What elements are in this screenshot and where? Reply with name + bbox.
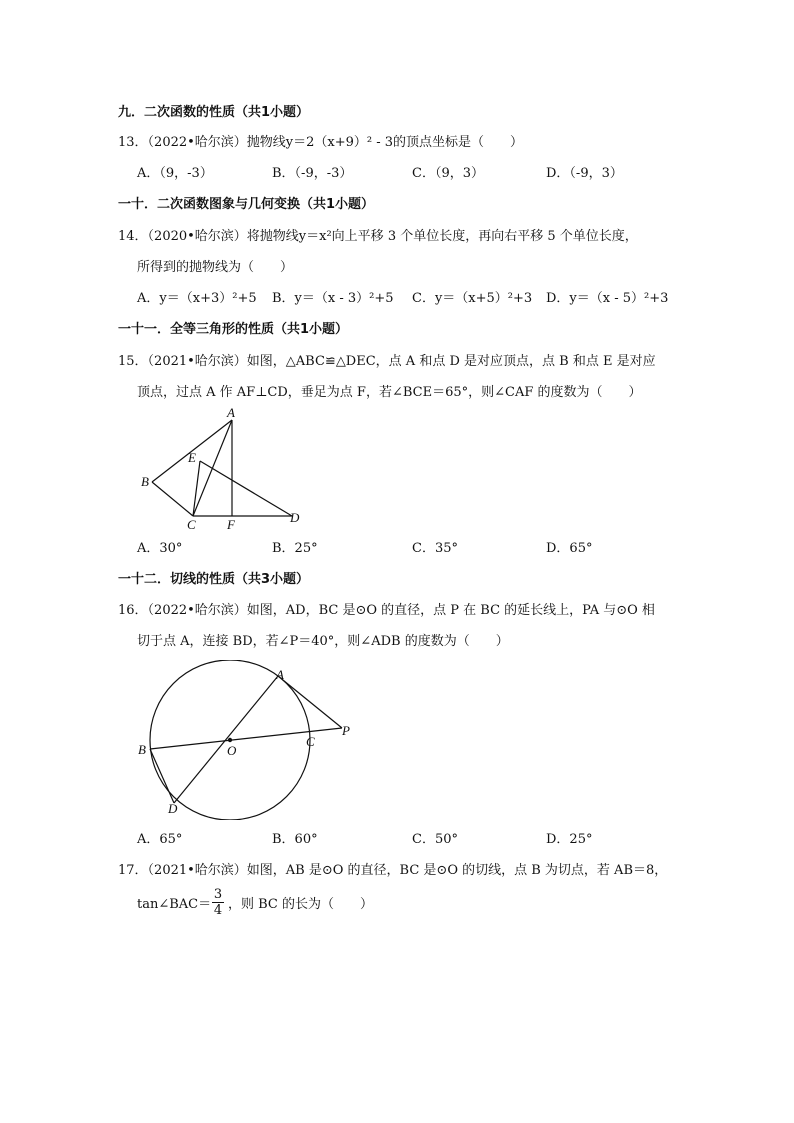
label-c: C — [306, 734, 315, 749]
q16-option-c: C．50° — [412, 832, 458, 847]
label-d: D — [290, 510, 300, 525]
fraction-numerator: 3 — [213, 887, 223, 902]
question-16-line-2: 切于点 A，连接 BD，若∠P＝40°，则∠ADB 的度数为（ ） — [137, 634, 509, 649]
section-heading-9: 九．二次函数的性质（共1小题） — [118, 105, 310, 120]
segment-bd — [150, 749, 174, 803]
section-heading-10: 一十．二次函数图象与几何变换（共1小题） — [118, 197, 375, 212]
label-b: B — [138, 742, 146, 757]
label-b: B — [141, 474, 149, 489]
label-a: A — [227, 405, 235, 420]
q14-option-a: A．y＝（x+3）²+5 — [137, 291, 257, 306]
label-p: P — [342, 723, 350, 738]
q13-option-d: D．（-9，3） — [546, 166, 623, 181]
question-17-line-2-suffix: ，则 BC 的长为（ ） — [228, 897, 374, 912]
circle-figure — [130, 660, 370, 820]
question-15-line-2: 顶点，过点 A 作 AF⊥CD，垂足为点 F，若∠BCE＝65°，则∠CAF 的度数为（ ） — [137, 385, 642, 400]
center-point-o — [228, 738, 232, 742]
fraction-three-quarters — [212, 887, 224, 918]
fraction-denominator: 4 — [213, 903, 223, 918]
label-f: F — [227, 517, 235, 532]
label-a: A — [276, 667, 284, 682]
q16-option-d: D．25° — [546, 832, 593, 847]
q15-option-d: D．65° — [546, 541, 593, 556]
question-17-line-1: 17．（2021•哈尔滨）如图，AB 是⊙O 的直径，BC 是⊙O 的切线，点 B 为切点，若 AB＝8， — [118, 863, 668, 878]
diameter-ad — [174, 676, 278, 803]
section-heading-11: 一十一．全等三角形的性质（共1小题） — [118, 322, 349, 337]
section-heading-12: 一十二．切线的性质（共3小题） — [118, 572, 310, 587]
q15-option-a: A．30° — [137, 541, 183, 556]
question-14-line-2: 所得到的抛物线为（ ） — [137, 260, 294, 275]
triangle-figure — [130, 404, 320, 534]
q13-option-a: A．（9，-3） — [137, 166, 213, 181]
label-d: D — [168, 801, 178, 816]
label-o: O — [227, 743, 237, 758]
label-c: C — [187, 517, 196, 532]
q16-option-b: B．60° — [272, 832, 318, 847]
q14-option-b: B．y＝（x - 3）²+5 — [272, 291, 394, 306]
question-13-text: 13．（2022•哈尔滨）抛物线y＝2（x+9）² - 3的顶点坐标是（ ） — [118, 135, 524, 150]
question-16-line-1: 16．（2022•哈尔滨）如图，AD，BC 是⊙O 的直径，点 P 在 BC 的延长线上，PA 与⊙O 相 — [118, 603, 655, 618]
q13-option-b: B．（-9，-3） — [272, 166, 353, 181]
question-17-line-2-prefix: tan∠BAC＝ — [137, 897, 212, 912]
tangent-pa — [278, 676, 342, 728]
q14-option-c: C．y＝（x+5）²+3 — [412, 291, 533, 306]
segment-bc — [152, 482, 193, 516]
question-14-line-1: 14．（2020•哈尔滨）将抛物线y＝x²向上平移 3 个单位长度，再向右平移 5 个单位长度， — [118, 229, 638, 244]
q16-option-a: A．65° — [137, 832, 183, 847]
q15-option-b: B．25° — [272, 541, 318, 556]
q15-option-c: C．35° — [412, 541, 458, 556]
q13-option-c: C．（9，3） — [412, 166, 484, 181]
label-e: E — [188, 450, 196, 465]
q14-option-d: D．y＝（x - 5）²+3 — [546, 291, 669, 306]
segment-ed — [200, 461, 292, 516]
question-15-line-1: 15．（2021•哈尔滨）如图，△ABC≌△DEC，点 A 和点 D 是对应顶点，点 B 和点 E 是对应 — [118, 354, 656, 369]
